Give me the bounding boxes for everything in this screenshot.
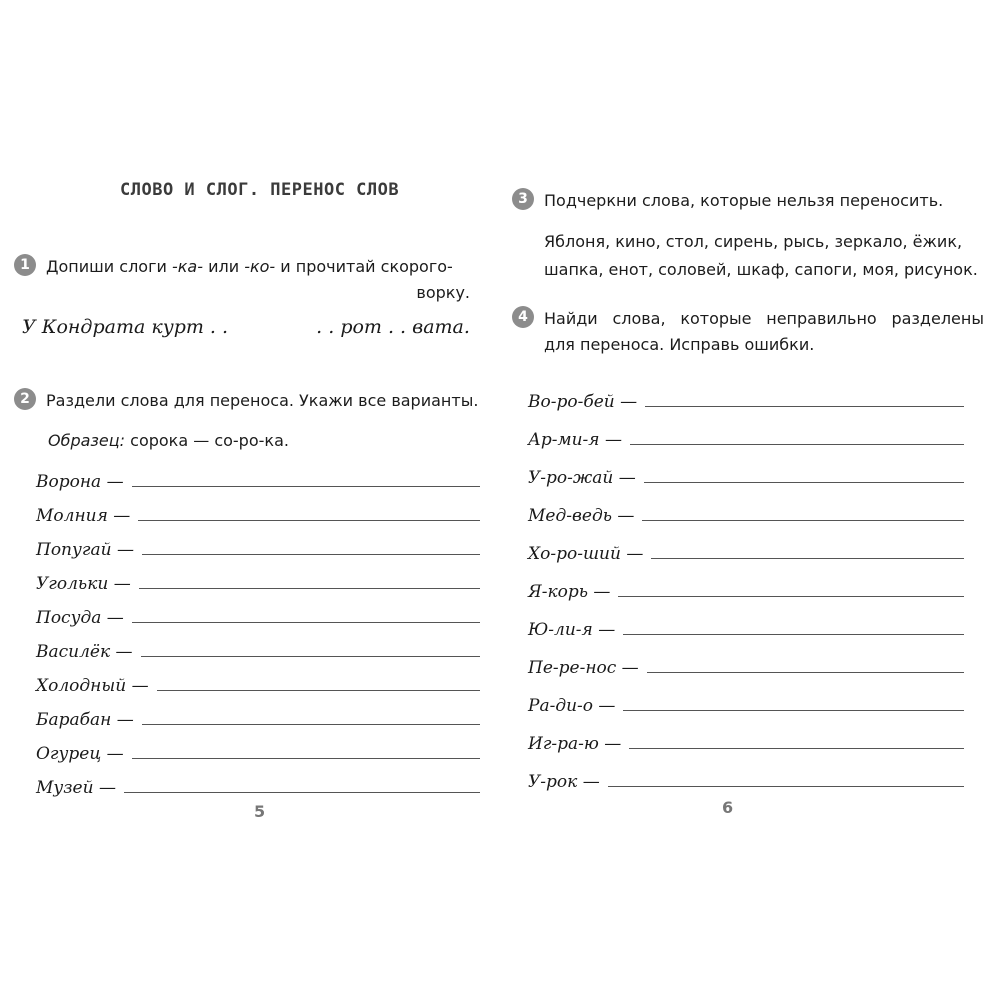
answer-line[interactable]: [138, 520, 480, 521]
answer-row: [36, 468, 480, 492]
answer-row: [528, 692, 964, 716]
answer-line[interactable]: [651, 558, 964, 559]
row-word: Во-ро-бей —: [528, 392, 638, 412]
row-word: У-ро-жай —: [528, 468, 636, 488]
sentence-part-1: У Кондрата курт . .: [22, 316, 229, 338]
syllable-ka: -ка-: [171, 257, 203, 276]
row-word: Музей —: [36, 778, 116, 798]
answer-row: [528, 654, 964, 678]
answer-row: [36, 740, 480, 764]
answer-line[interactable]: [629, 748, 964, 749]
row-word: Ра-ди-о —: [528, 696, 616, 716]
answer-line[interactable]: [141, 656, 480, 657]
syllable-ko: -ко-: [244, 257, 276, 276]
task-3-instruction: Подчеркни слова, которые нельзя переносить.: [544, 191, 944, 210]
row-word: Посуда —: [36, 608, 124, 628]
word-list-line-1: Яблоня, кино, стол, сирень, рысь, зеркало, ёжик,: [544, 232, 963, 251]
row-word: Я-корь —: [528, 582, 611, 602]
answer-line[interactable]: [132, 758, 480, 759]
task-2-instruction: Раздели слова для переноса. Укажи все варианты.: [46, 391, 479, 410]
answer-row: [36, 706, 480, 730]
answer-line[interactable]: [647, 672, 964, 673]
answer-row: [528, 426, 964, 450]
row-word: Василёк —: [36, 642, 133, 662]
answer-line[interactable]: [124, 792, 480, 793]
answer-row: [528, 540, 964, 564]
task-4-instruction: Найди слова, которые неправильно разделены для переноса. Исправь ошибки.: [544, 309, 984, 354]
answer-row: [528, 578, 964, 602]
tongue-twister-sentence: [22, 316, 470, 338]
answer-line[interactable]: [132, 486, 480, 487]
task-number-badge: 3: [512, 188, 534, 210]
row-word: Молния —: [36, 506, 131, 526]
task-number-badge: 4: [512, 306, 534, 328]
answer-line[interactable]: [608, 786, 964, 787]
answer-line[interactable]: [142, 554, 480, 555]
answer-row: [36, 604, 480, 628]
task-1-instruction: Допиши слоги -ка- или -ко- и прочитай скорого- ворку.: [46, 257, 470, 302]
answer-line[interactable]: [157, 690, 480, 691]
answer-line[interactable]: [618, 596, 964, 597]
answer-line[interactable]: [630, 444, 964, 445]
page-number: 6: [722, 798, 734, 817]
task-number-badge: 1: [14, 254, 36, 276]
row-word: Попугай —: [36, 540, 134, 560]
row-word: Огурец —: [36, 744, 124, 764]
row-word: Иг-ра-ю —: [528, 734, 622, 754]
row-word: Холодный —: [36, 676, 149, 696]
page-title: СЛОВО И СЛОГ. ПЕРЕНОС СЛОВ: [120, 180, 400, 200]
row-word: Ю-ли-я —: [528, 620, 616, 640]
answer-row: [528, 768, 964, 792]
answer-line[interactable]: [642, 520, 964, 521]
row-word: Ар-ми-я —: [528, 430, 622, 450]
row-word: Барабан —: [36, 710, 134, 730]
answer-line[interactable]: [645, 406, 964, 407]
answer-line[interactable]: [139, 588, 480, 589]
answer-line[interactable]: [623, 710, 964, 711]
answer-line[interactable]: [644, 482, 964, 483]
word-list-line-2: шапка, енот, соловей, шкаф, сапоги, моя, рисунок.: [544, 260, 978, 279]
row-word: У-рок —: [528, 772, 600, 792]
answer-row: [36, 774, 480, 798]
answer-line[interactable]: [142, 724, 480, 725]
answer-row: [36, 570, 480, 594]
task-number-badge: 2: [14, 388, 36, 410]
task-3-word-list: [544, 228, 984, 284]
right-page: [500, 0, 1000, 1000]
example-label: Образец:: [48, 431, 126, 450]
row-word: Ворона —: [36, 472, 124, 492]
answer-row: [528, 616, 964, 640]
row-word: Пе-ре-нос —: [528, 658, 639, 678]
example-text: сорока — со-ро-ка.: [125, 431, 289, 450]
answer-row: [36, 536, 480, 560]
answer-row: [528, 464, 964, 488]
row-word: Мед-ведь —: [528, 506, 635, 526]
row-word: Хо-ро-ший —: [528, 544, 644, 564]
answer-row: [528, 388, 964, 412]
answer-line[interactable]: [132, 622, 480, 623]
page-number: 5: [254, 802, 266, 821]
answer-line[interactable]: [623, 634, 964, 635]
answer-row: [528, 502, 964, 526]
answer-row: [528, 730, 964, 754]
sentence-part-2: . . рот . . вата.: [316, 316, 470, 338]
answer-row: [36, 672, 480, 696]
answer-row: [36, 502, 480, 526]
row-word: Угольки —: [36, 574, 131, 594]
example: [48, 428, 289, 454]
answer-row: [36, 638, 480, 662]
